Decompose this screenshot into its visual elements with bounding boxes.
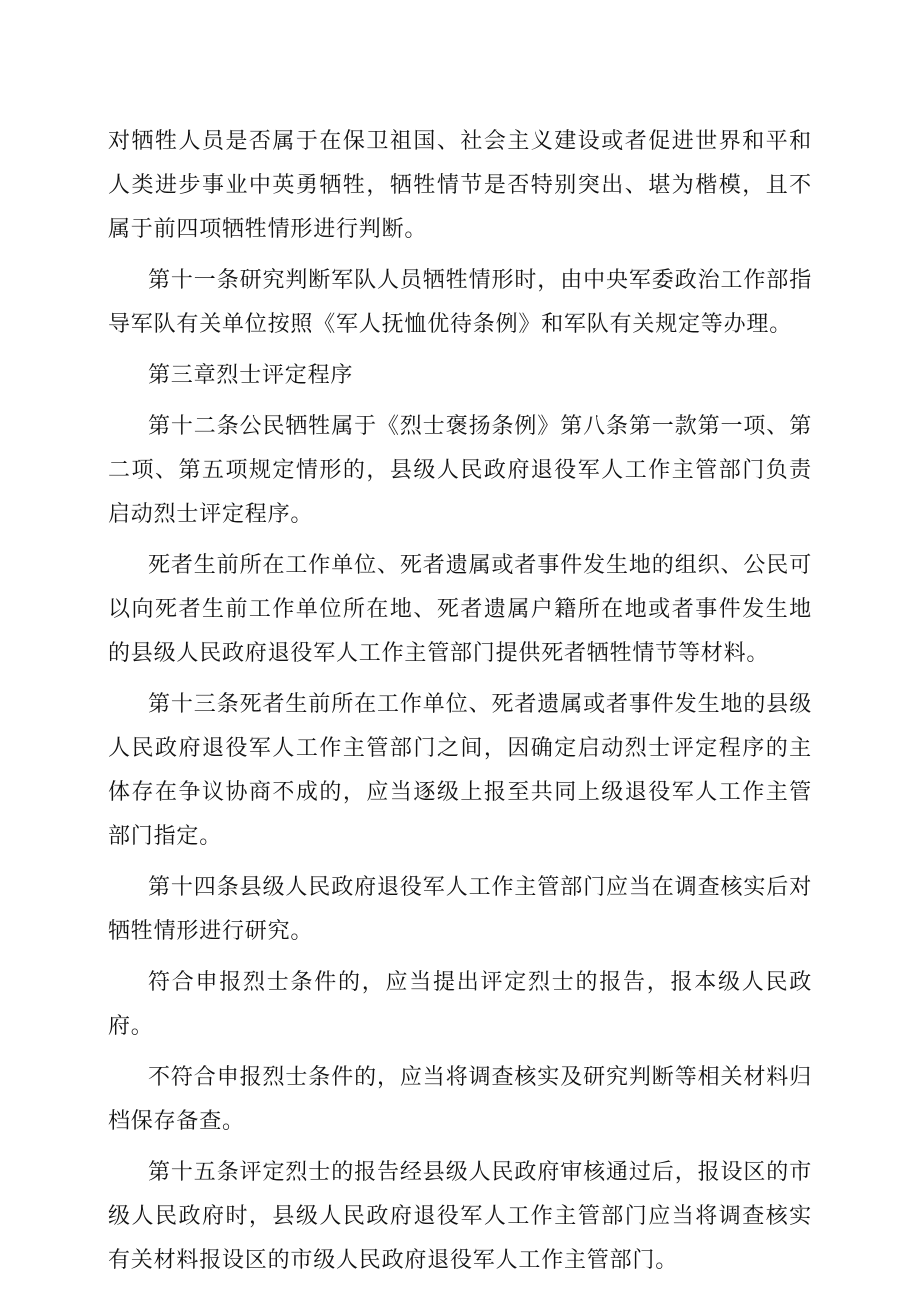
document-page (108, 120, 812, 1290)
paragraph-continuation: 对牺牲人员是否属于在保卫祖国、社会主义建设或者促进世界和平和人类进步事业中英勇牺牲，牺牲情节是否特别突出、堪为楷模，且不属于前四项牺牲情形进行判断。 (108, 129, 812, 242)
paragraph-article-12: 第十二条公民牺牲属于《烈士褒扬条例》第八条第一款第一项、第二项、第五项规定情形的，县级人民政府退役军人工作主管部门负责启动烈士评定程序。 (108, 414, 812, 527)
chapter-heading: 第三章烈士评定程序 (148, 363, 354, 388)
paragraph-article-11: 第十一条研究判断军队人员牺牲情形时，由中央军委政治工作部指导军队有关单位按照《军人抚恤优待条例》和军队有关规定等办理。 (108, 268, 812, 337)
paragraph-article-13: 第十三条死者生前所在工作单位、死者遗属或者事件发生地的县级人民政府退役军人工作主管部门之间，因确定启动烈士评定程序的主体存在争议协商不成的，应当逐级上报至共同上级退役军人工作主管部门指定。 (108, 692, 812, 849)
paragraph-article-12-materials: 死者生前所在工作单位、死者遗属或者事件发生地的组织、公民可以向死者生前工作单位所在地、死者遗属户籍所在地或者事件发生地的县级人民政府退役军人工作主管部门提供死者牺牲情节等材料。 (108, 553, 812, 666)
paragraph-article-15: 第十五条评定烈士的报告经县级人民政府审核通过后，报设区的市级人民政府时，县级人民政府退役军人工作主管部门应当将调查核实有关材料报设区的市级人民政府退役军人工作主管部门。 (108, 1160, 812, 1273)
paragraph-not-eligible: 不符合申报烈士条件的，应当将调查核实及研究判断等相关材料归档保存备查。 (108, 1065, 812, 1134)
paragraph-eligible: 符合申报烈士条件的，应当提出评定烈士的报告，报本级人民政府。 (108, 970, 812, 1039)
paragraph-article-14: 第十四条县级人民政府退役军人工作主管部门应当在调查核实后对牺牲情形进行研究。 (108, 875, 812, 944)
